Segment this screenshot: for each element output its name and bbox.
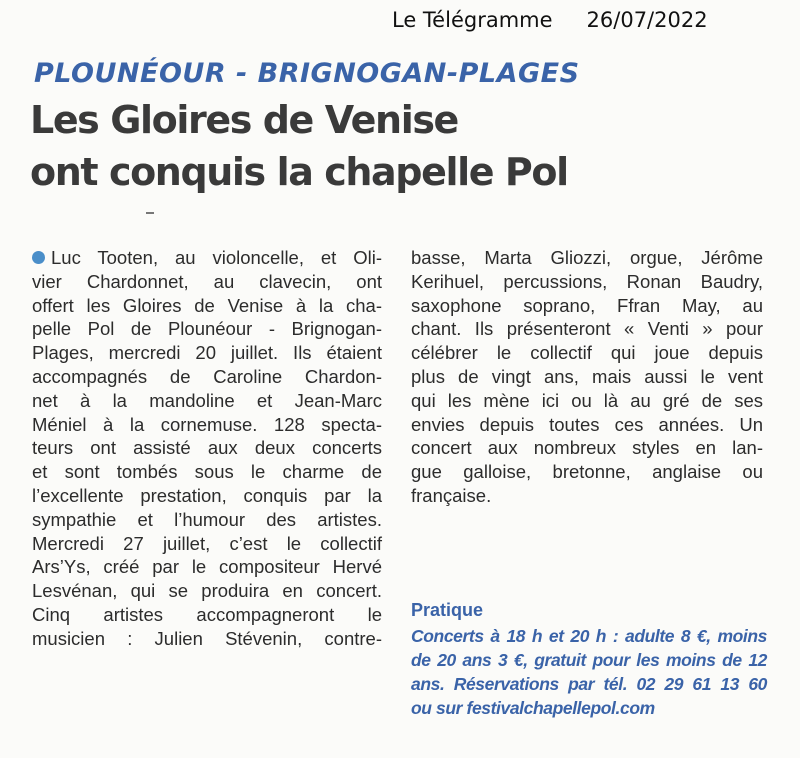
practical-info-line: ans. Réservations par tél. 02 29 61 13 60: [411, 674, 767, 694]
practical-info-line: Concerts à 18 h et 20 h : adulte 8 €, moins: [411, 626, 767, 646]
body-line: Mercredi 27 juillet, c’est le collectif: [32, 532, 382, 554]
body-line: Cinq artistes accompagneront le: [32, 603, 382, 625]
practical-info-text: [411, 624, 767, 720]
body-line: basse, Marta Gliozzi, orgue, Jérôme: [411, 247, 763, 268]
body-line: qui les mène ici ou là au gré de ses: [411, 389, 763, 411]
body-line: plus de vingt ans, mais aussi le vent: [411, 365, 763, 387]
practical-info-line: de 20 ans 3 €, gratuit pour les moins de 12: [411, 650, 767, 670]
practical-info-line: ou sur festivalchapellepol.com: [411, 698, 655, 718]
article-column-2: [411, 246, 763, 508]
body-line: et sont tombés sous le charme de: [32, 461, 382, 483]
body-line: offert les Gloires de Venise à la cha-: [32, 294, 382, 316]
body-line: Ars’Ys, créé par le compositeur Hervé: [32, 556, 382, 578]
headline-line-1: Les Gloires de Venise: [30, 98, 458, 142]
bullet-icon: [32, 251, 45, 264]
body-line: saxophone soprano, Ffran May, au: [411, 294, 763, 316]
source-line: [392, 8, 708, 32]
body-line: musicien : Julien Stévenin, contre-: [32, 627, 382, 649]
body-line: Lesvénan, qui se produira en concert.: [32, 580, 382, 602]
body-line: Méniel à la cornemuse. 128 specta-: [32, 413, 382, 435]
body-line: teurs ont assisté aux deux concerts: [32, 437, 382, 459]
body-line: accompagnés de Caroline Chardon-: [32, 365, 382, 387]
headline-line-2: ont conquis la chapelle Pol: [30, 150, 568, 194]
body-line: sympathie et l’humour des artistes.: [32, 508, 382, 530]
body-line: envies depuis toutes ces années. Un: [411, 413, 763, 435]
body-line: Kerihuel, percussions, Ronan Baudry,: [411, 270, 763, 292]
body-line: concert aux nombreux styles en lan-: [411, 437, 763, 459]
body-line: chant. Ils présenteront « Venti » pour: [411, 318, 763, 340]
body-line: l’excellente prestation, conquis par la: [32, 484, 382, 506]
publication-date: 26/07/2022: [586, 8, 708, 32]
newspaper-name: Le Télégramme: [392, 8, 553, 32]
body-line: Luc Tooten, au violoncelle, et Oli-: [32, 246, 382, 270]
body-line: pelle Pol de Plounéour - Brignogan-: [32, 318, 382, 340]
body-line: célébrer le collectif qui joue depuis: [411, 342, 763, 364]
body-line: gue galloise, bretonne, anglaise ou: [411, 461, 763, 483]
article-column-1: [32, 246, 382, 651]
article-headline: [30, 94, 650, 198]
location-kicker: PLOUNÉOUR - BRIGNOGAN-PLAGES: [34, 58, 580, 89]
practical-info-heading: Pratique: [411, 600, 484, 620]
body-line: Plages, mercredi 20 juillet. Ils étaient: [32, 342, 382, 364]
body-line: net à la mandoline et Jean-Marc: [32, 389, 382, 411]
separator-dash: [146, 212, 154, 214]
body-line: française.: [411, 484, 492, 506]
body-line: vier Chardonnet, au clavecin, ont: [32, 270, 382, 292]
